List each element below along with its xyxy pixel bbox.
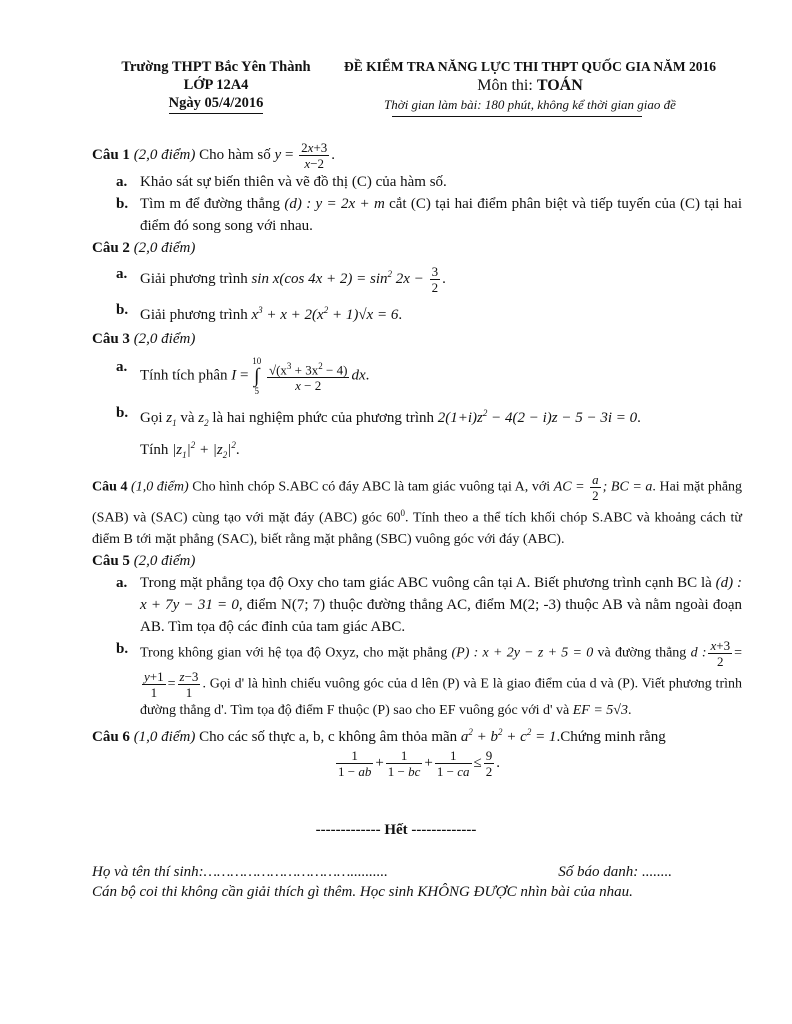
question-5: Câu 5 (2,0 điểm): [92, 552, 196, 569]
exam-date: Ngày 05/4/2016: [169, 94, 264, 114]
school-header: [100, 58, 332, 114]
question-4: Câu 4 (1,0 điểm) Cho hình chóp S.ABC có đáy ABC là tam giác vuông tại A, với AC = $\frac{a}{2}$ ; BC = a. Hai mặt phẳng (SAB) và (SAC) cùng tạo với mặt đáy (ABC) góc $60^0$. Tính theo a thể tích khối chóp S.ABC và khoảng cách từ điểm B tới mặt phẳng (SAC), biết rằng mặt phẳng (SBC) vuông góc với đáy (ABC).: [92, 472, 743, 547]
footer: [92, 862, 742, 902]
exam-title: ĐỀ KIỂM TRA NĂNG LỰC THI THPT QUỐC GIA NĂM 2016: [343, 59, 717, 74]
question-1: Câu 1 (2,0 điểm) Cho hàm số y = $\frac{2x+3}{x-2}$ .: [92, 140, 336, 171]
question-1a: a. Khảo sát sự biến thiên và vẽ đồ thị (C) của hàm số.: [116, 174, 447, 190]
question-3: Câu 3 (2,0 điểm): [92, 331, 196, 348]
question-5b: b. Trong không gian với hệ tọa độ Oxyz, cho mặt phẳng (P) : x + 2y − z + 5 = 0 và đường thẳng d : $\frac{x+3}{2}$ = $\frac{y+1}{1}$ = $\frac{z-3}{1}$ . Gọi d' là hình chiếu vuông góc của d lên (P) và E là giao điểm của d và (P). Viết phương trình đường thẳng d'. Tìm tọa độ điểm F thuộc (P) sao cho EF vuông góc với d' và EF = 5√3.: [116, 637, 743, 718]
subject-name: TOÁN: [536, 77, 583, 94]
proctor-note: Cán bộ coi thi không cần giải thích gì thêm. Học sinh KHÔNG ĐƯỢC nhìn bài của nhau.: [92, 884, 633, 900]
question-6: Câu 6 (1,0 điểm) Cho các số thực a, b, c không âm thỏa mãn $a^2 + b^2 + c^2$ = 1.Chứng minh rằng: [92, 726, 666, 745]
exam-header: [330, 58, 730, 114]
end-marker: ------------- Hết -------------: [315, 822, 477, 838]
question-3a: a. Tính tích phân I = 10 ∫ 5 $\frac{√(x^3 + 3x^2 - 4)}{x - 2}$ dx.: [116, 356, 370, 397]
subject-line: Môn thi: TOÁN: [477, 77, 583, 94]
question-3b: b. Gọi $z_1$ và $z_2$ là hai nghiệm phức của phương trình $2(1+i)z^2 - 4(2 - i)z - 5 - 3i = 0$. Tính $|z_1|^2 + |z_2|^2$.: [116, 405, 641, 461]
question-2a: a. Giải phương trình sin x(cos $4x + 2) = \sin^2 2x$ − $\frac{3}{2}$ .: [116, 264, 446, 296]
question-2: Câu 2 (2,0 điểm): [92, 240, 196, 256]
question-5a: a. Trong mặt phẳng tọa độ Oxy cho tam giác ABC vuông cân tại A. Biết phương trình cạnh BC là (d) : x + 7y − 31 = 0, điểm N(7; 7) thuộc đường thẳng AC, điểm M(2; -3) thuộc AB và nằm ngoài đoạn AB. Tìm tọa độ các đỉnh của tam giác ABC.: [116, 574, 742, 635]
question-2b: b. Giải phương trình $x^3 + x + 2(x^2 + 1)√x = 6$.: [116, 302, 403, 324]
fraction: $\frac{2x+3}{x-2}$: [301, 140, 328, 171]
time-limit: Thời gian làm bài: 180 phút, không kể thời gian giao đề: [384, 97, 676, 112]
question-1b: b. Tìm m để đường thẳng (d) : y = 2x + m cắt (C) tại hai điểm phân biệt và tiếp tuyến của (C) tại hai điểm đó song song với nhau.: [116, 196, 742, 234]
class-name: LỚP 12A4: [183, 77, 249, 93]
candidate-number-line: Số báo danh: ........: [558, 864, 672, 880]
candidate-name-line: Họ và tên thí sinh:……………………………..........: [92, 864, 388, 880]
header-divider: [392, 116, 642, 117]
school-name: Trường THPT Bắc Yên Thành: [121, 59, 311, 75]
exam-content: [92, 140, 742, 779]
question-6-inequality: $\frac{1}{1 - ab}$ + $\frac{1}{1 - bc}$ + $\frac{1}{1 - ca}$ ≤ $\frac{9}{2}$ .: [337, 747, 500, 779]
